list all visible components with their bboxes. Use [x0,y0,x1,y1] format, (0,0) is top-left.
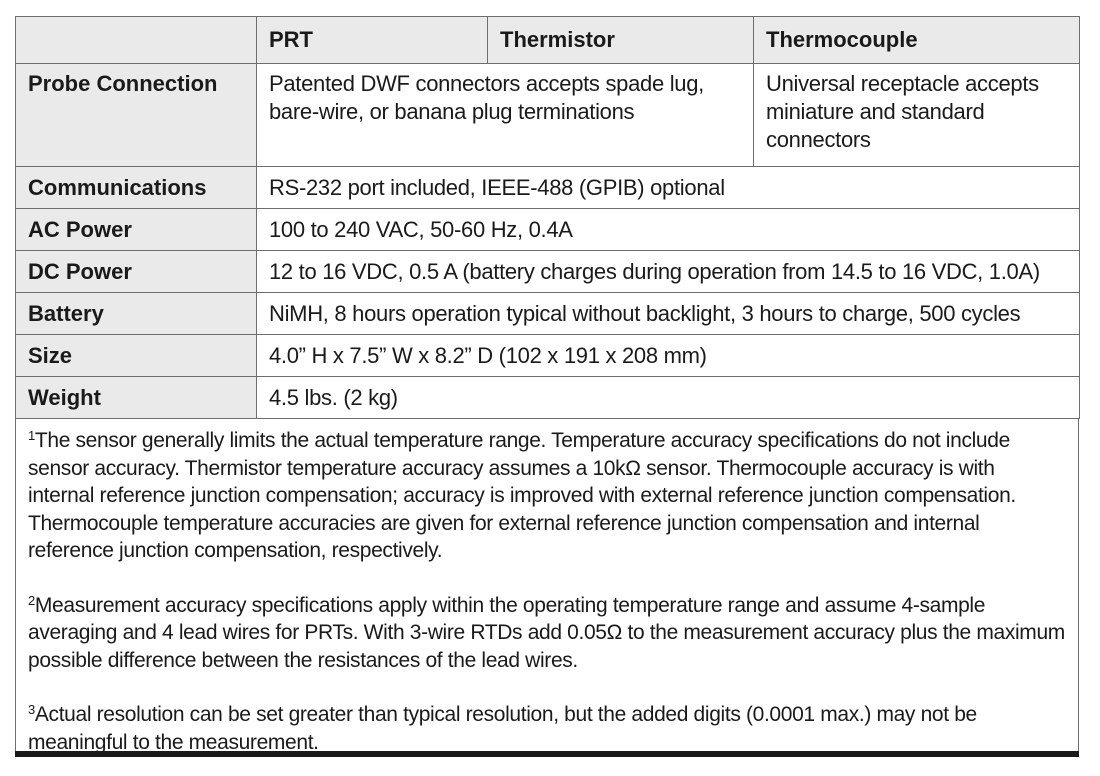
table-row-probe-connection [16,64,1080,167]
row-label-dc-power: DC Power [16,251,257,293]
battery-value: NiMH, 8 hours operation typical without backlight, 3 hours to charge, 500 cycles [257,293,1080,335]
footnote-3 [28,701,1066,756]
probe-connection-prt-thermistor: Patented DWF connectors accepts spade lug, bare-wire, or banana plug terminations [257,64,754,167]
spec-sheet [15,16,1079,757]
row-label-battery: Battery [16,293,257,335]
table-row-dc-power [16,251,1080,293]
footnote-2 [28,592,1066,675]
header-thermocouple: Thermocouple [754,17,1080,64]
header-thermistor: Thermistor [488,17,754,64]
size-value: 4.0” H x 7.5” W x 8.2” D (102 x 191 x 208 mm) [257,335,1080,377]
weight-value: 4.5 lbs. (2 kg) [257,377,1080,419]
footnote-1 [28,427,1066,565]
row-label-size: Size [16,335,257,377]
footnote-2-mark: 2 [28,592,35,608]
ac-power-value: 100 to 240 VAC, 50-60 Hz, 0.4A [257,209,1080,251]
footnote-1-text: The sensor generally limits the actual temperature range. Temperature accuracy specifications do not include sensor accuracy. Thermistor temperature accuracy assumes a 10kΩ sensor. Thermocouple accuracy is with internal reference junction compensation; accuracy is improved with external reference junction compensation. Thermocouple temperature accuracies are given for external reference junction compensation and internal reference junction compensation, respectively. [28,429,1016,562]
header-row [16,17,1080,64]
row-label-probe-connection: Probe Connection [16,64,257,167]
footnote-3-text: Actual resolution can be set greater than typical resolution, but the added digits (0.0001 max.) may not be meaningful to the measurement. [28,703,977,754]
table-row-battery [16,293,1080,335]
footnote-3-mark: 3 [28,702,35,717]
header-prt: PRT [257,17,488,64]
footnote-2-text: Measurement accuracy specifications apply within the operating temperature range and assume 4-sample averaging and 4 lead wires for PRTs. With 3-wire RTDs add 0.05Ω to the measurement accuracy plus the maximum possible difference between the resistances of the lead wires. [28,593,1065,672]
footnotes [15,419,1079,754]
header-blank-cell [16,17,257,64]
row-label-weight: Weight [16,377,257,419]
table-row-weight [16,377,1080,419]
table-row-ac-power [16,209,1080,251]
table-row-size [16,335,1080,377]
table-row-communications [16,167,1080,209]
probe-connection-thermocouple: Universal receptacle accepts miniature and standard connectors [754,64,1080,167]
row-label-communications: Communications [16,167,257,209]
specifications-table [15,16,1080,419]
dc-power-value: 12 to 16 VDC, 0.5 A (battery charges during operation from 14.5 to 16 VDC, 1.0A) [257,251,1080,293]
row-label-ac-power: AC Power [16,209,257,251]
communications-value: RS-232 port included, IEEE-488 (GPIB) optional [257,167,1080,209]
footnote-1-mark: 1 [28,428,35,443]
